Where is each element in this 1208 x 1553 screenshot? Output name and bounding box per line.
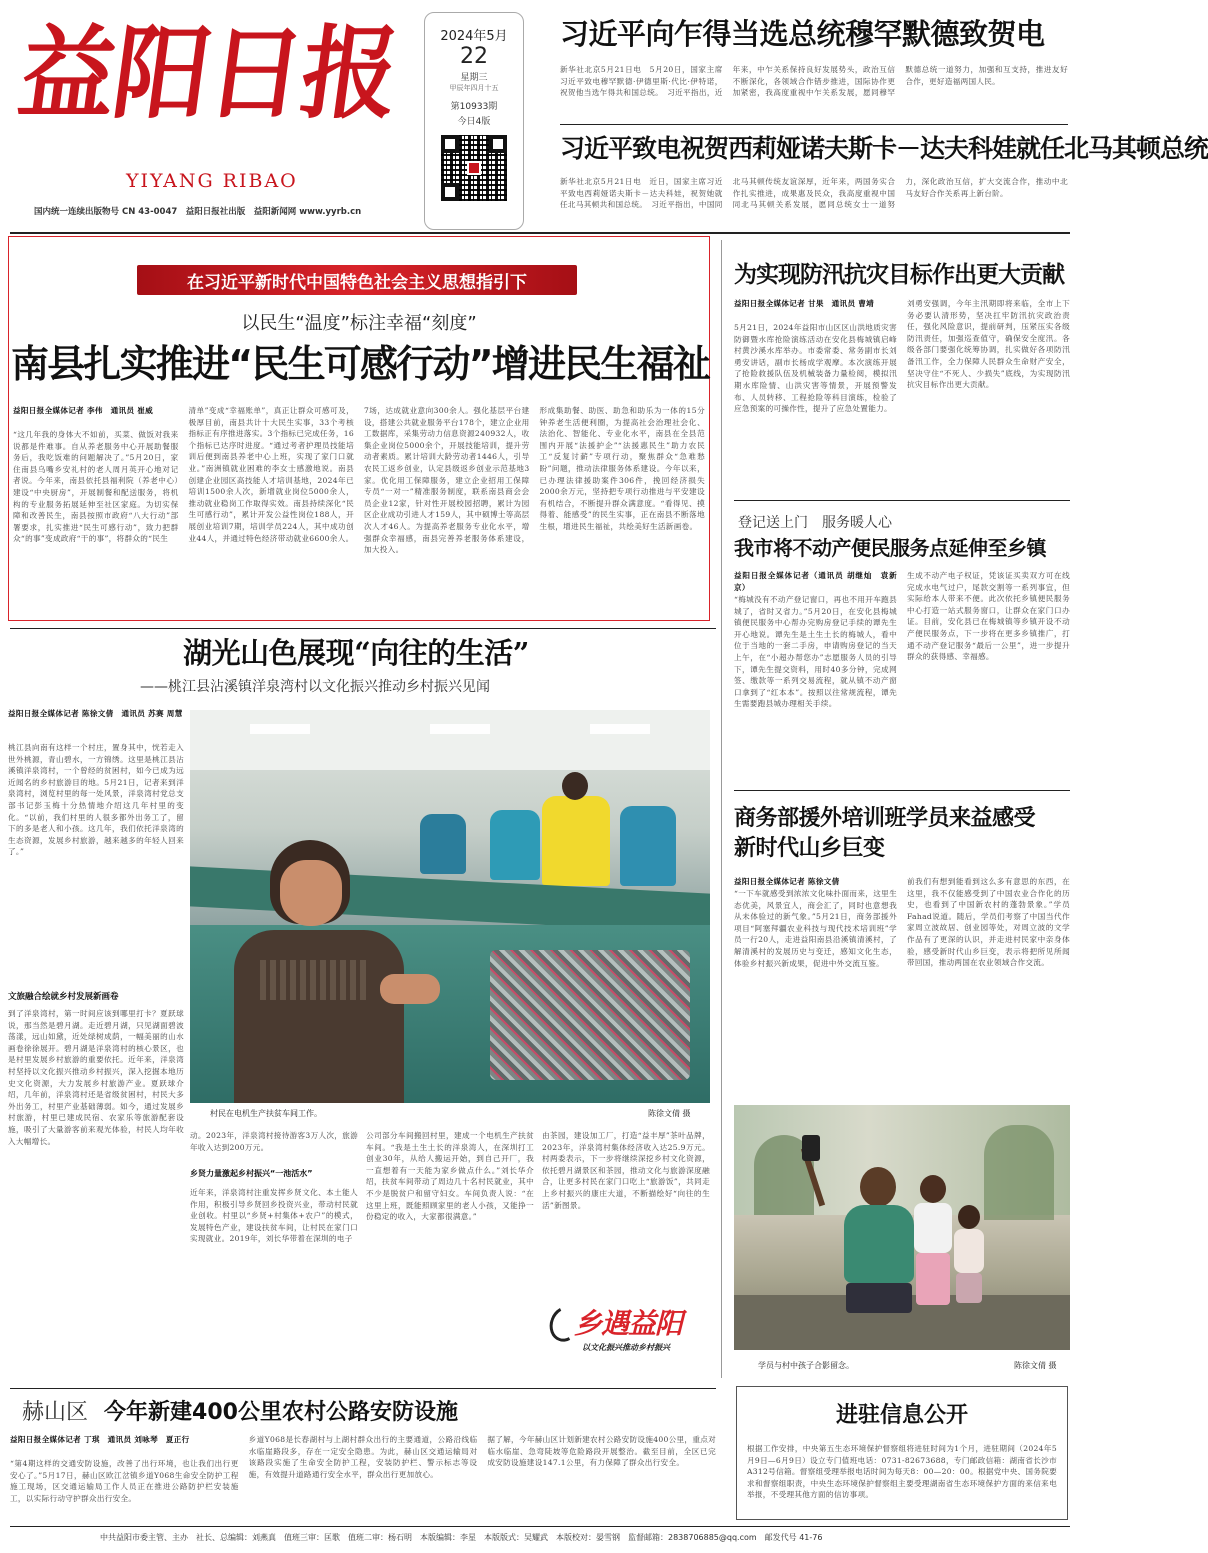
masthead — [14, 10, 424, 225]
notice-headline: 进驻信息公开 — [835, 1403, 968, 1428]
bottom-district: 赫山区 — [22, 1400, 89, 1425]
feature-section-1: 文旅融合绘就乡村发展新画卷 — [8, 992, 119, 1002]
right-lower-byline: 益阳日报全媒体记者 陈徐文倩 — [734, 877, 840, 886]
right-top-byline: 益阳日报全媒体记者 甘果 通讯员 曹靖 — [734, 299, 875, 308]
bottom-left-col-1: “第4期这样的交通安防设施，改善了出行环境，也让我们出行更安心了。”5月17日，赫山区欧江岔镇乡道Y068生命安全防护工程施工现场，区交通运输局工作人员正在推进公路防护栏安装施工，以实际行动守护群众出行安全。 — [10, 1459, 239, 1503]
feature-photo-credit: 陈徐文倩 摄 — [648, 1109, 691, 1118]
right-lower-headline: 商务部援外培训班学员来益感受新时代山乡巨变 — [734, 806, 1036, 861]
lead-col-3: 7场，达成就业意向300余人。强化基层平台建设，搭建公共就业服务平台178个，建立企业用工数据库，采集劳动力信息资源240932人，收集企业岗位5000余个，开展技能培训，提升劳动者素质。累计培训大龄劳动者1446人，引导农民工返乡创业，认定县级返乡创业示范基地3家。优化用工保障服务，建立企业招用工保障专员“一对一”精准服务制度，联系南县商会会员企业12家，针对性开展校园招聘，累计为园区企业成功引进人才159人，其中硕博士等高层次人才46人。为提高养老服务专业化水平，增强群众幸福感，南县完善养老服务体系建设，加大投入。 — [364, 406, 530, 555]
right-mid-col-2: 生成不动产电子权证，凭该证买卖双方可在线完成水电气过户，尾款交割等一系列事宜，但实际给本人带来不便。此次依托乡镇便民服务中心打造一站式服务窗口，让群众在家门口办证。目前，安化县已在梅城镇等乡镇开设不动产便民服务点，下一步将在更多乡镇推广，打通不动产登记服务“最后一公里”，进一步提升群众的获得感、幸福感。 — [907, 571, 1070, 662]
feature-col-2b-text: 近年来，洋泉湾村注重发挥乡贤文化、本土能人作用，积极引导乡贤回乡投资兴业，带动村民就业创收。村里以“乡贤+村集体+农户”的模式，发展特色产业，建设扶贫车间，让村民在家门口实现就业。2019年，刘长华带着在深圳的电子 — [190, 1188, 358, 1244]
lead-col-1: “这几年我的身体大不如前，买菜、做饭对我来说都是件难事。自从养老服务中心开展助餐服务后，我吃饭难的问题解决了。”5月20日，家住南县乌嘴乡安礼村的老人周月英开心地对记者说。今年来，南县依托县福利院（养老中心）建设“中央厨房”，开展制餐和配送服务，将机构的专业服务拓展延伸至社区家庭。为切实保障和改善民生，南县按照市政府“八大行动”部署要求，扎实推进“民生可感行动”，致力把群众“的事”变成政府“干的事”，将群众的“民生 — [13, 430, 179, 544]
date-year-month: 2024年5月 — [440, 29, 508, 44]
right-top-col-2: 刘勇安强调，今年主汛期即将来临，全市上下务必要认清形势，坚决扛牢防汛抗灾政治责任，强化风险意识，提前研判，压紧压实各级防汛责任，加强巡查值守，确保安全度汛。各级各部门要强化统筹协调，扎实做好各项防汛备汛工作，全力保障人民群众生命财产安全，坚决守住“不死人、少损失”底线，为实现防汛抗灾目标作出更大贡献。 — [907, 299, 1070, 390]
bottom-left-headline: 今年新建400公里农村公路安防设施 — [104, 1400, 458, 1425]
bottom-left-story — [10, 1394, 716, 1520]
right-photo-caption: 学员与村中孩子合影留念。 — [758, 1361, 854, 1370]
photo-factory-worker — [190, 710, 710, 1103]
right-photo-credit: 陈徐文倩 摄 — [1014, 1361, 1057, 1370]
issue-number: 第10933期 — [450, 102, 498, 112]
feature-headline: 湖光山色展现“向往的生活” — [183, 636, 529, 670]
top-story-1 — [560, 14, 1068, 122]
right-top-col-1: 5月21日，2024年益阳市山区区山洪地质灾害防御暨水库抢险演练活动在安化县梅城镇启峰村黄沙溪水库举办。市委常委、常务副市长刘勇安讲话，副市长杨成学观摩。本次演练开展了抢险救援队伍及机械装备力量检阅，模拟汛期水库险情、山洪灾害等情景，开展预警发布、人员转移、工程抢险等科目演练，检验了应急预案的可操作性，提升了应急处置能力。 — [734, 323, 897, 414]
logo-main: 乡遇益阳 — [574, 1307, 683, 1340]
lead-banner — [137, 265, 577, 295]
lead-kicker: 以民生“温度”标注幸福“刻度” — [241, 313, 477, 334]
right-top-headline: 为实现防汛抗灾目标作出更大贡献 — [734, 262, 1064, 288]
right-mid-byline: 益阳日报全媒体记者（通讯员 胡继灿 袁新京） — [734, 571, 897, 592]
date-box — [424, 12, 524, 230]
feature-photo-caption: 村民在电机生产扶贫车间工作。 — [210, 1109, 322, 1118]
feature-col-4-text: 由茶园，建设加工厂，打造“益丰厚”茶叶品牌，2023年，洋泉湾村集体经济收入达25.9万元。村两委表示，下一步将继续深挖乡村文化资源，依托碧月湖景区和茶园，推动文化与旅游深度融合，让更多村民在家门口吃上“旅游饭”，共同走上乡村振兴的康庄大道，不断描绘好“向往的生活”新图景。 — [542, 1131, 710, 1210]
date-lunar: 甲辰年四月十五 — [449, 84, 499, 92]
top-story-2-headline: 习近平致电祝贺西莉娅诺夫斯卡－达夫科娃就任北马其顿总统 — [560, 134, 1208, 163]
feature-col-1 — [8, 708, 184, 1386]
right-mid-col-1: “梅城没有不动产登记窗口，再也不用开车跑县城了，省时又省力。”5月20日，在安化县梅城镇便民服务中心帮办完购房登记手续的谭先生开心地说。谭先生是土生土长的梅城人，看中位于当地的一套二手房，申请购房登记的当天上午，在“小超办帮您办”志愿服务人员的引导下，谭先生提交资料，用时40多分钟，完成网签、缴款等一系列交易流程，就从镇不动产窗口拿到了“红本本”。按照以往常规流程，谭先生需要跑县城办理相关手续。 — [734, 595, 897, 709]
feature-col-1-text: 桃江县向南有这样一个村庄，置身其中，恍若走入世外桃源，青山碧水，一方锦绣。这里是桃江县沾溪镇洋泉湾村，一个曾经的贫困村，如今已成为远近闻名的乡村旅游目的地。5月21日，记者来到洋泉湾村，浏览村里的每一处风景，洋泉湾村党总支部书记彭玉梅十分热情地介绍这几年村里的变化。“以前，我们村里的人很多都外出务工了，留下的多是老人和小孩。这几年，我们依托洋泉湾的生态资源，发展乡村旅游，越来越多的年轻人回来了。” — [8, 743, 184, 857]
masthead-registration: 国内统一连续出版物号 CN 43-0047 益阳日报社出版 益阳新闻网 www.yyrb.cn — [34, 207, 362, 217]
notice-box — [736, 1386, 1068, 1520]
masthead-pinyin: YIYANG RIBAO — [126, 170, 298, 192]
lead-col-4: 形成集助餐、助医、助急和助乐为一体的15分钟养老生活便利圈，为提高社会治理社会化、法治化、智能化、专业化水平，南县在全县范围内开展“法援护企”“法援惠民生”助力农民工“反复讨薪”专项行动，聚焦群众“急难愁盼”问题，推动法律服务体系建设。今年以来，已办理法律援助案件306件，挽回经济损失2000余万元，坚持把专项行动推进与平安建设有机结合，不断提升群众满意度。“看得见、摸得着、能感受”的民生实事，正在南县不断落地生根，增进民生福祉，共绘美好生活新画卷。 — [539, 406, 705, 531]
right-lower-story — [734, 804, 1070, 1100]
feature-subhead: ——桃江县沾溪镇洋泉湾村以文化振兴推动乡村振兴见闻 — [140, 679, 490, 695]
lead-col-2: 清单”变成“幸福账单”，真正让群众可感可及，极厚目前，南县共计十大民生实事，33个考核指标正有序推进落实。3个指标已完成任务，16个指标已达序时进度。“通过考者护理员技能培训后便到南县养老中心上班，实现了家门口就业。”南洲镇就业困难的李女士感激地说。南县创建企业园区高技能人才培训基地，2024年已培训1500余人次，新增就业岗位5000余人，推动就业稳岗工作取得实效。南县持续深化“民生可感行动”，累计开发公益性岗位188人，开展创业培训7期，培训学员224人，其中成功创业44人，并通过特色经济带动就业6600余人。 — [188, 406, 354, 543]
bottom-left-col-2: 乡道Y068是长春湖村与上湖村群众出行的主要通道，公路沿线临水临崖路段多，存在一定安全隐患。为此，赫山区交通运输局对该路段实施了生命安全防护工程，安装防护栏、警示标志等设施，有效提升道路通行安全水平，群众出行更加放心。 — [248, 1435, 478, 1479]
right-mid-headline: 我市将不动产便民服务点延伸至乡镇 — [734, 536, 1046, 560]
feature-byline: 益阳日报全媒体记者 陈徐文倩 通讯员 苏赛 周慧 — [8, 709, 183, 718]
top-story-2-body: 新华社北京5月21日电 近日，国家主席习近平致电西莉娅诺夫斯卡－达夫科娃，祝贺她就任北马其顿共和国总统。 习近平指出，中国同北马其顿传统友谊深厚，近年来，两国务实合作扎实推进，成果惠及民众，我高度重视中国同北马其顿关系发展，愿同总统女士一道努力，深化政治互信，扩大交流合作，推动中北马友好合作关系再上新台阶。 — [560, 177, 1068, 210]
masthead-title: 益阳日报 — [12, 14, 405, 133]
top-story-2 — [560, 130, 1208, 230]
feature-col-2 — [190, 1130, 358, 1380]
bottom-left-col-3: 据了解，今年赫山区计划新建农村公路安防设施400公里，重点对临水临崖、急弯陡坡等危险路段开展整治。截至目前，全区已完成安防设施建设147.1公里，有力保障了群众出行安全。 — [487, 1435, 717, 1468]
lead-story — [8, 236, 710, 621]
logo-sub: 以文化振兴推动乡村振兴 — [582, 1343, 670, 1352]
right-lower-col-1: “一下车就感受到浓浓文化味扑面而来，这里生态优美，风景宜人，商会汇了，同时也意想我从未体验过的新气象。”5月21日，商务部援外项目“阿塞拜疆农业科技与现代技术培训班”学员一行20人，走进益阳南县沿溪镇清溪村，了解清溪村的发展历史与变迁，感知文化生态，体验乡村振兴新成果，促进中外交流互鉴。 — [734, 889, 897, 968]
lead-banner-text: 在习近平新时代中国特色社会主义思想指引下 — [187, 272, 527, 293]
lead-headline: 南县扎实推进“民生可感行动”增进民生福祉 — [11, 342, 709, 386]
right-mid-kicker: 登记送上门 服务暖人心 — [738, 515, 892, 531]
footer-credits: 中共益阳市委主管、主办 社长、总编辑：刘燕真 值班三审：匡歌 值班二审：杨石明 本版编辑：李星 本版版式：吴耀武 本版校对：晏雪钢 监督邮箱：2838706885@qq.com 邮发代号 41-76 — [100, 1533, 823, 1542]
top-story-1-body: 新华社北京5月21日电 5月20日，国家主席习近平致电穆罕默德·伊德里斯·代比·伊特诺，祝贺他当选乍得共和国总统。 习近平指出，近年来，中乍关系保持良好发展势头，政治互信不断深化，各领域合作错步推进，国际协作更加紧密，我高度重视中乍关系发展，愿同穆罕默德总统一道努力，加强和互支持，推进友好合作，更好造福两国人民。 — [560, 65, 1068, 98]
page-count: 今日4版 — [457, 117, 491, 127]
right-lower-col-2: 前我们有想到能看到这么多有意思的东西，在这里，我不仅能感受到了中国农业合作化的历史，也看到了中国新农村的蓬勃景象。”学员Fahad说道。随后，学员们考察了中国当代作家周立波故居、创业园等处，对周立波的文学作品有了更深的认识，并走进村民家中亲身体验，感受新时代山乡巨变，表示将把所见所闻带回国，推动两国在农业领域合作交流。 — [907, 877, 1070, 968]
top-story-1-headline: 习近平向乍得当选总统穆罕默德致贺电 — [560, 17, 1045, 51]
feature-col-1b-text: 到了洋泉湾村，第一时间应该到哪里打卡？夏跃球说，那当然是碧月湖。走近碧月湖，只见湖面碧波荡漾，远山如黛，近处绿树成荫，一幅美丽的山水画卷徐徐展开。碧月湖是洋泉湾村的核心景区，也是村里发展乡村旅游的重要依托。近年来，洋泉湾村坚持以文化振兴推动乡村振兴，深入挖掘本地历史文化资源，大力发展乡村旅游产业。夏跃球介绍，几年前，洋泉湾村还是省级贫困村，村民大多外出务工，村里产业基础薄弱。如今，通过发展乡村旅游，村里已建成民宿、农家乐等旅游配套设施，吸引了大量游客前来观光体验，村民人均年收入大幅增长。 — [8, 1009, 184, 1146]
photo-students-children — [734, 1105, 1070, 1350]
qr-code-icon[interactable] — [441, 135, 507, 201]
date-weekday: 星期三 — [460, 73, 488, 83]
feature-section-2: 乡贤力量激起乡村振兴“一池活水” — [190, 1169, 313, 1178]
bottom-left-byline: 益阳日报全媒体记者 丁琪 通讯员 刘咏琴 夏正行 — [10, 1435, 190, 1444]
xiangyu-yiyang-logo — [544, 1296, 714, 1366]
right-mid-story — [734, 512, 1070, 782]
feature-col-3-text: 公司部分车间搬回村里，建成一个电机生产扶贫车间。“我是土生土长的洋泉湾人，在深圳打工创业30年，从给人搬运开始，到自己开厂，我一直想着有一天能为家乡做点什么。”刘长华介绍，扶贫车间带动了周边几十名村民就业，其中不少是脱贫户和留守妇女。车间负责人说：“在这里上班，既能照顾家里的老人小孩，又能挣一份稳定的收入，大家都很满意。” — [366, 1131, 534, 1222]
notice-body: 根据工作安排，中央第五生态环境保护督察组将进驻时间为1个月，进驻期间（2024年5月9日—6月9日）设立专门值班电话：0731-82673688，专门邮政信箱：湖南省长沙市A312号信箱。督察组受理举报电话时间为每天8：00—20：00。根据党中央、国务院要求和督察组职责，中央生态环境保护督察组主要受理湖南省生态环境保护方面的来信来电举报，不受理其他方面的信访事项。 — [747, 1444, 1057, 1500]
right-top-story — [734, 258, 1070, 498]
date-day: 22 — [460, 44, 488, 69]
feature-col-2-text: 动。2023年，洋泉湾村接待游客3万人次，旅游年收入达到200万元。 — [190, 1131, 358, 1152]
lead-byline: 益阳日报全媒体记者 李伟 通讯员 崔威 — [13, 406, 154, 415]
